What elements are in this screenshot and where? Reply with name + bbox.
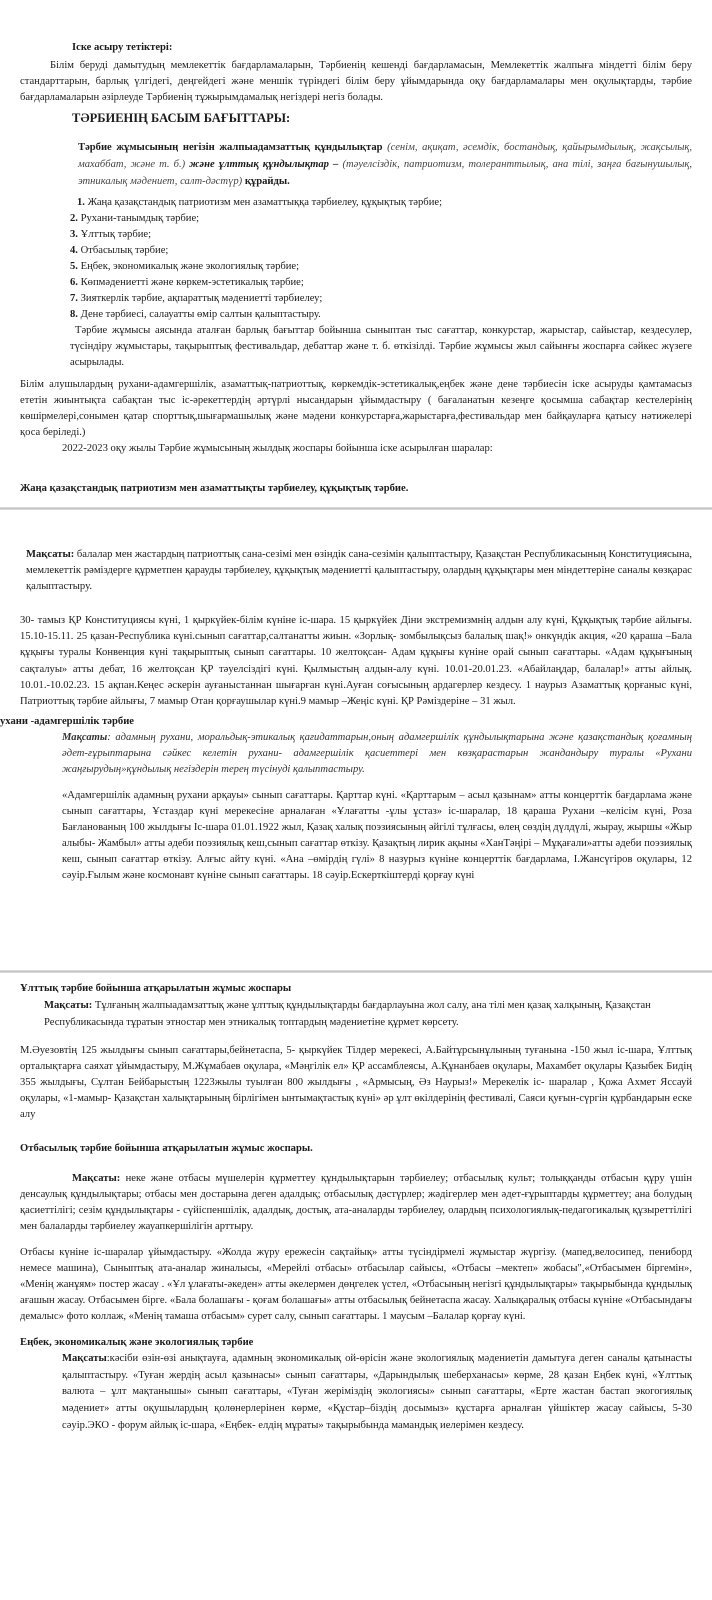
intro-heading: Іске асыру тетіктері: [72,42,173,53]
goal-text: балалар мен жастардың патриоттық сана-сезімі мен өзіндік сана-сезімін қалыптастыру, Қазақстан Республикасының Конституциясына, мемлекеттік рәміздерге құрметпен қарауды тәрбиелеу, құқықтық мәдениетті қалыптастыру, олардың құқықтары мен міндеттеріне саналы көзқарас қалыптастыру. [26,549,693,592]
labor-section [0,1325,712,1454]
priority-item: 1. Жаңа қазақстандық патриотизм мен азаматтыққа тәрбиелеу, құқықтық тәрбие; [77,197,443,208]
goal-text: неке және отбасы мүшелерін құрметтеу құндылықтарын тәрбиелеу; отбасылық культ; толыққанды отбасын құру үшін денсаулық құндылықтары; отбасы мен достарына деген адалдық; отбасылық дәстүрлер; жәдігерлер мен әдет-ғұрыптарды құрметтеу; ана болудың қасиеттілігі; сезім құндылықтары - сүйіспеншілік, адалдық, достық, ата-аналарды тәрбиелеу, олардың психологиялық-педагогикалық құзыреттілігі мен балаларды тәрбиелеу жауапкершілігін арттыру. [20,1173,693,1233]
national-goal [0,997,712,1031]
priorities-closing: Тәрбие жұмысы аясында аталған барлық бағыттар бойынша сыныптан тыс сағаттар, конкурстар, жарыстар, сайыстар, кездесулер, түсіндіру жұмыстары, тақырыптық фестивальдар, дебаттар және т. б. өткізілді. Тәрбие жұмысы жыл сайынғы жоспарға сәйкес жүзеге асырылады. [70,325,692,368]
national-heading: Ұлттық тәрбие бойынша атқарылатын жұмыс жоспары [20,983,292,995]
spiritual-section [0,710,712,884]
spiritual-goal [0,730,712,778]
patriotism-events: 30- тамыз ҚР Конституциясы күні, 1 қыркүйек-білім күніне іс-шара. 15 қыркүйек Діни экстремизмнің алдын алу күні, Құқықтық тәрбие айлығы. 15.10-15.11. 25 қазан-Республика күні.сынып сағаттар,салтанатты жиын. «Зорлық- зомбылықсыз балалық шақ!» онкүндік акция, «20 қараша –Бала құқығы туралы Конвенция күні тақырыптық сынып сағаттары. 10 желтоқсан- Адам құқығы күніне орай сынып сағаттары. «Адам құқығының сақталуы» атты дебат, 16 желтоқсан ҚР тәуелсіздігі күні. Қылмыстың алдын-алу күні. 10.01-20.01.23. «Абайлаңдар, балалар!» атты айлық. 10.01.-10.02.23. 15 ақпан.Кеңес әскерін ауғаныстаннан шығарған күні.Ауған соғысының ардагерлер кездесу. 1 наурыз Азаматтық қорғаныс күні, Патриоттық тәрбие айлығы, 7 мамыр Отан қорғаушылар күні.9 мамыр –Жеңіс күні. ҚР Рәміздеріне – 31 жыл. [20,615,692,708]
priorities-section [0,106,712,371]
goal-label: Мақсаты: [26,549,75,560]
priority-item: 3. Ұлттық тәрбие; [70,229,152,240]
priorities-list [0,190,712,323]
organization-paragraph: Білім алушылардың рухани-адамгершілік, азаматтық-патриоттық, көркемдік-эстетикалық,еңбек және дене тәрбиесін іске асыруды қамтамасыз ететін жиынтықта сабақтан тыс іс-әрекеттердің әртүрлі нысандарын ұйымдастыру ( бағаланатын кезеңге қосымша сабақтар кестелерінің көшірмелері,сонымен қатар спорттық,шығармашылық және мәдени конкурстарға,жарыстарға,фестивальдар мен байқауларға қатысу нәтижелері қоса беріледі.) [20,379,692,438]
priority-item: 7. Зияткерлік тәрбие, ақпараттық мәдениетті тәрбиелеу; [70,293,323,304]
goal-text: Тұлғаның жалпыадамзаттық және ұлттық құндылықтарды бағдарлауына жол салу, ана тілі мен қазақ халқының, Қазақстан Республикасында тұратын этностар мен этникалық топтардың мәдениетіне құрмет көрсету. [44,1000,651,1029]
national-events: М.Әуезовтің 125 жылдығы сынып сағаттары,бейнетаспа, 5- қыркүйек Тілдер мерекесі, А.Байтұрсынұлының туғанына -150 жыл іс-шара, Ұлттық орталықтарға саяхат ұйымдастыру, М.Жұмабаев оқулара, «Мәңгілік ел» ҚР ассамблеясы, А.Құнанбаев оқулары, Махамбет оқулары Қазыбек Бидің 355 жылдығы, Сұлтан Бейбарыстың 1223жылы туылған 800 жылдығы , «Армысың, Әз Наурыз!» Мерекелік іс- шаралар , Қожа Ахмет Яссауй оқулары, «1-мамыр- Қазақстан халықтарының бірлігімен ынтымақтастық күні» әр ұлт өкілдерінің фестивалі, Саяси қуғын-сүргін құрбандарын еске алу [20,1045,692,1121]
priority-item: 6. Көпмәдениетті және көркем-эстетикалық тәрбие; [70,277,304,288]
priorities-heading: ТӘРБИЕНІҢ БАСЫМ БАҒЫТТАРЫ: [72,111,291,125]
goal-label: Мақсаты: [44,1000,93,1012]
values-paragraph [0,127,712,190]
national-section [0,973,712,1123]
goal-label: Мақсаты: [72,1173,121,1185]
patriotism-heading: Жаңа қазақстандық патриотизм мен азаматтықты тәрбиелеу, құқықтық тәрбие. [20,483,409,494]
year-line: 2022-2023 оқу жылы Тәрбие жұмысының жылдық жоспары бойынша іске асырылған шаралар: [62,443,493,454]
patriotism-section [0,510,712,710]
values-universal: (сенім, ақиқат, әсемдік, бостандық, қайырымдылық, жақсылық, махаббат, және т. б.) [78,142,692,170]
family-events: Отбасы күніне іс-шаралар ұйымдастыру. «Жолда жүру ережесін сақтайық» атты түсіндірмелі жұмыстар жүргізу. (мапед,велосипед, пениборд немесе машина), Сыныптық ата-аналар жиналысы, «Мерейлі отбасы» отбасылар сайысы, «Отбасы –мектеп» жобасы",«Отбасымен біргемін», «Менің жанұям» постер жасау . «Ұл ұлағаты-әкеден» атты әкелермен дөңгелек үстел, «Отбасының негізгі құндылықтары» тақырыбында құндылық ағашын жасау. Отбасымен бірге. «Бала болашағы - қоғам болашағы» атты отбасылық бейнетаспа жасау. Халықаралық отбасы күніне «Отбасындағы демалыс» фото коллаж, «Менің тамаша отбасым» сурет салу, сынып сағаттары. 1 маусым –Балалар қорғау күні. [20,1247,692,1323]
values-national: (тәуелсіздік, патриотизм, толеранттылық, ана тілі, заңға бағынушылық, этникалық мәдениет, салт-дәстүр) [78,159,692,187]
values-end: құрайды. [244,176,290,187]
spiritual-heading: ухани -адамгершілік тәрбие [0,716,134,728]
family-goal [0,1157,712,1235]
family-heading: Отбасылық тәрбие бойынша атқарылатын жұмыс жоспары. [20,1143,313,1155]
labor-goal [0,1351,712,1434]
patriotism-goal [0,547,712,595]
spiritual-events: «Адамгершілік адамның рухани арқауы» сынып сағаттары. Қарттар күні. «Қарттарым – асыл қазынам» атты концерттік бағдарлама және сынып сағаттары, Ұстаздар күні мерекесіне арналаған «Ұлағатты -ұлы ұстаз» іс-шаралар, 18 қараша Рухани –келісім күні, Роза Бағланованың 100 жылдығы Іс-шара 01.01.1922 жыл, Қазақ халық поэзиясының әйгілі тұлғасы, өлең сөздің дүлдүлі, жырау, жыршы «Жыр алыбы- Жамбыл» атты әдеби поэзиялық кеш,сынып сағаттар өткізу. Қазақтың лирик ақыны «ХанТәңірі – Мұқағали»атты әдеби поэзиялық кеш, сынып сағаттар өткізу. Алғыс айту күні. «Ана –өмірдің гүлі» 8 назурыз күніне концерттік бағдарлама, І.Жансүгіров оқулары, 12 сәуір.Ғылым және космонавт күніне сынып сағаттары. 18 сәуір.Ескерткіштерді қорғау күні [62,790,692,882]
values-and: және ұлттық құндылықтар – [189,159,339,170]
family-section [0,1123,712,1325]
goal-label: Мақсаты [62,732,108,744]
priority-item: 4. Отбасылық тәрбие; [70,245,169,256]
organization-section [0,371,712,457]
priority-item: 8. Дене тәрбиесі, салауатты өмір салтын қалыптастыру. [70,309,321,320]
values-lead: Тәрбие жұмысының негізін жалпыадамзаттық құндылықтар [78,142,383,153]
labor-heading: Еңбек, экономикалық және экологиялық тәрбие [20,1337,254,1349]
goal-label: Мақсаты [62,1353,107,1365]
intro-section [0,0,712,106]
goal-text: :кәсіби өзін-өзі анықтауға, адамның экономикалық ой-өрісін және экологиялық мәдениетін дамытуға деген саналы қатынасты қалыптастыру. «Туған жердің асыл қазынасы» сынып сағаттары, «Дарындылық шеберханасы» көрме, 28 қазан Еңбек күні, «Ұлттық валюта – ұлт мақтанышы» сынып сағаттары, «Туған жеріміздің экологиясы» сынып сағаттары, «Ерте жастан бастап экогогиялық мәдениет» атты оқушылардың қолөнерлерінен көрме, «Құстар–біздің досымыз» құстарға арналған үйшіктер жасау сайысы, 5-30 сәуір.ЭКО - форум айлық іс-шара, «Еңбек- елдің мұраты» тақырыбында мамандық иелерімен кездесу. [62,1353,692,1431]
goal-text: : адамның рухани, моральдық-этикалық қағидаттарын,оның адамгершілік құндылықтарына және қазақстандық қоғамның әдет-ғұрыптарына сәйкес келетін рухани- адамгершілік қасиеттері мен көзқарастарын жандандыру туралы «Рухани жаңғырудың»құндылық негіздерін терең түсінуді қалыптастыру. [62,732,692,776]
intro-paragraph: Білім беруді дамытудың мемлекеттік бағдарламаларын, Тәрбиенің кешенді бағдарламасын, Мемлекеттік жалпыға міндетті білім беру стандарттарын, барлық үлгідегі, деңгейдегі және меншік түріндегі білім беру ұйымдарында оқу бағдарламалары мен оқулықтарды, тәрбие бағдарламаларын әзірлеуде Тәрбиенің тұжырымдамалық негіздері негіз болады. [20,60,692,103]
priority-item: 5. Еңбек, экономикалық және экологиялық тәрбие; [70,261,300,272]
priority-item: 2. Рухани-танымдық тәрбие; [70,213,200,224]
